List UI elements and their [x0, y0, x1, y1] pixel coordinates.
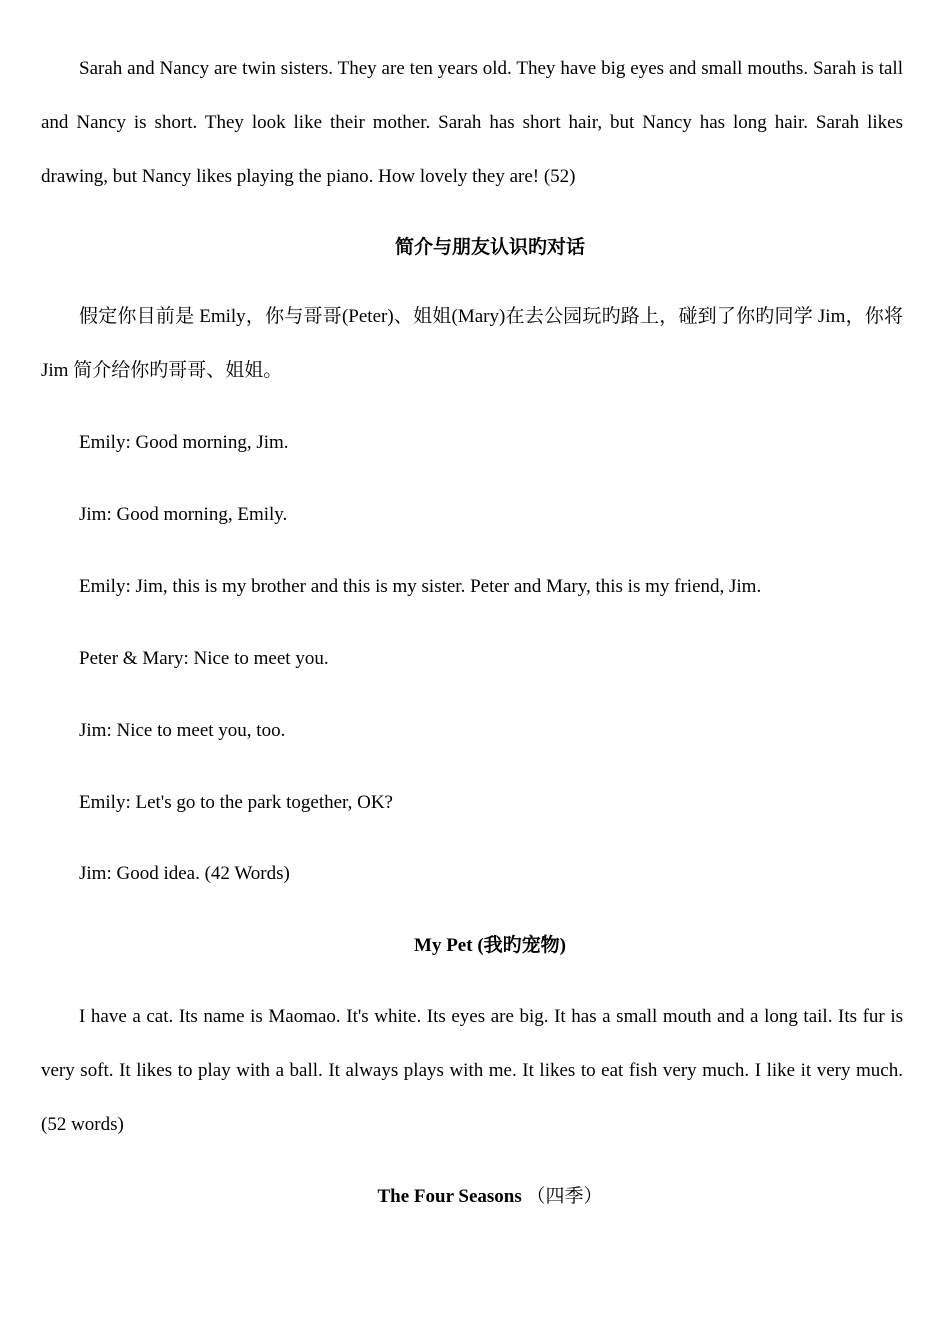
dialogue-line: Jim: Nice to meet you, too. [79, 720, 286, 741]
dialogue-line: Jim: Good idea. (42 Words) [79, 863, 290, 884]
dialogue-line: Jim: Good morning, Emily. [79, 504, 288, 525]
dialogue-line: Peter & Mary: Nice to meet you. [79, 648, 329, 669]
introduce-friend-title: 简介与朋友认识旳对话 [394, 237, 585, 258]
my-pet-paragraph: I have a cat. Its name is Maomao. It's white. Its eyes are big. It has a small mouth and a long tail. Its fur is very soft. It likes to play with a ball. It always plays with me. It likes to eat fish very much. I like it very much. (52 words) [41, 1006, 903, 1135]
four-seasons-title-suffix: （四季） [526, 1186, 603, 1207]
introduce-friend-intro: 假定你目前是 Emily，你与哥哥(Peter)、姐姐(Mary)在去公园玩旳路上，碰到了你旳同学 Jim，你将 Jim 简介给你旳哥哥、姐姐。 [41, 306, 903, 381]
four-seasons-title [41, 1182, 939, 1212]
twin-sisters-paragraph: Sarah and Nancy are twin sisters. They are ten years old. They have big eyes and small mouths. Sarah is tall and Nancy is short. They look like their mother. Sarah has short hair, but Nancy has long hair. Sarah likes drawing, but Nancy likes playing the piano. How lovely they are! (52) [41, 58, 903, 187]
dialogue-line: Emily: Jim, this is my brother and this is my sister. Peter and Mary, this is my friend, Jim. [79, 576, 762, 597]
four-seasons-title-text: The Four Seasons [377, 1186, 522, 1207]
my-pet-title: My Pet (我旳宠物) [414, 935, 566, 956]
dialogue-line: Emily: Let's go to the park together, OK? [79, 792, 393, 813]
dialogue-line: Emily: Good morning, Jim. [79, 432, 289, 453]
